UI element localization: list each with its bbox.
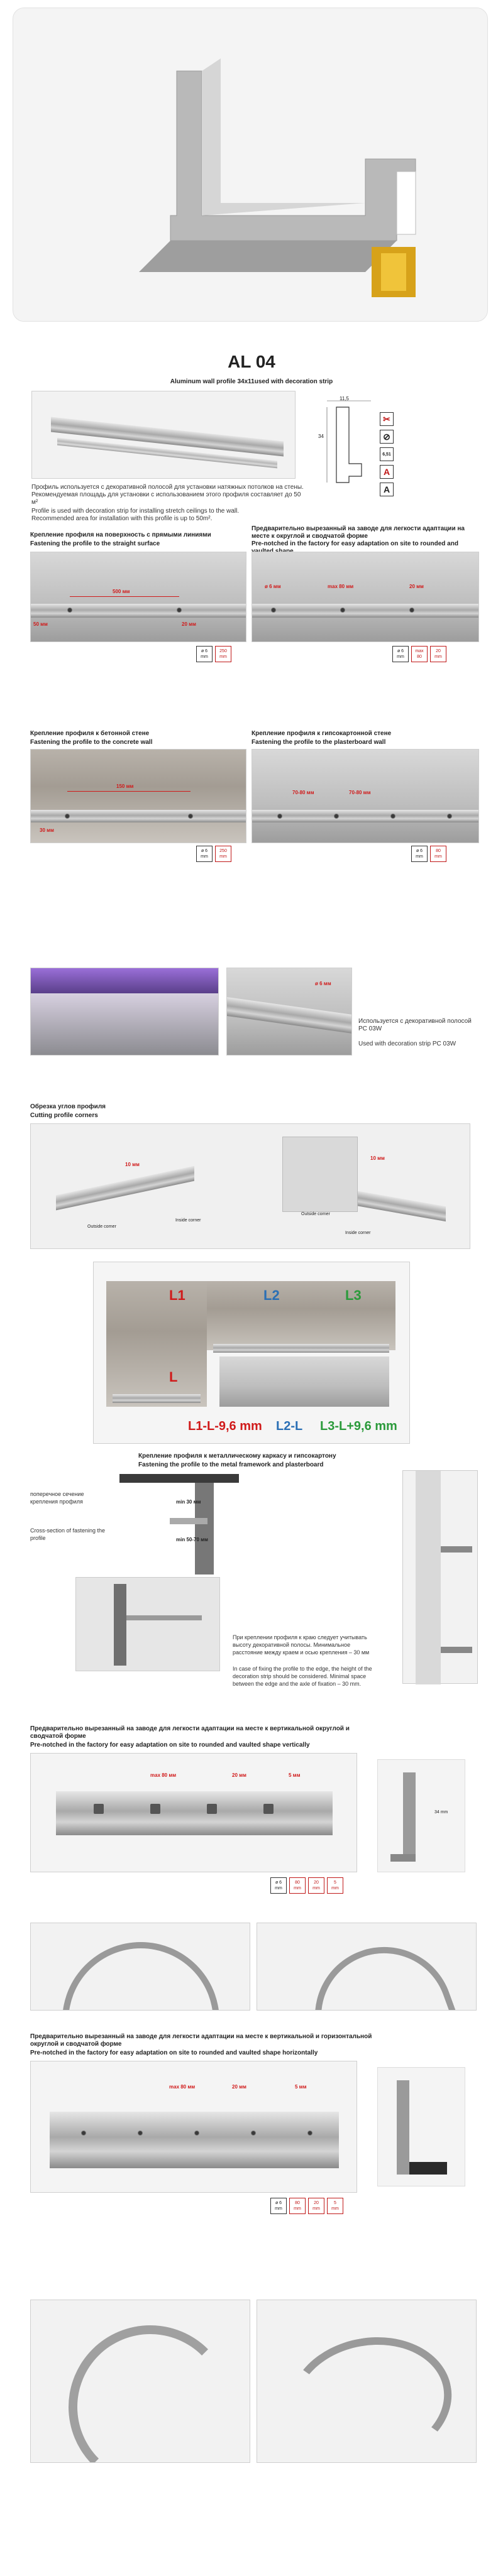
straight-heading-ru: Крепление профиля на поверхность с прямыми линиями	[30, 532, 211, 538]
tool-saw-icon: ✂	[380, 412, 394, 426]
spacing-badge: 80 mm	[289, 1877, 306, 1894]
horizontal-curve-image-2	[257, 2300, 477, 2463]
page-subtitle: Aluminum wall profile 34x11used with decoration strip	[170, 378, 333, 385]
plaster-wall-image	[252, 749, 479, 843]
metal-note-en: In case of fixing the profile to the edge, the height of the decoration strip should be considered. Minimal space between the edge and the axle of fixation – 30 mm.	[233, 1666, 372, 1687]
profile-drawing	[314, 395, 384, 489]
plaster-heading-ru: Крепление профиля к гипсокартонной стене	[252, 730, 392, 737]
label-outside-2: Outside corner	[301, 1212, 330, 1216]
label-l2: L2	[263, 1287, 280, 1303]
legend-value: 6,51	[380, 447, 394, 461]
dim-min50-70: min 50-70 мм	[176, 1537, 208, 1542]
straight-heading-en: Fastening the profile to the straight surface	[30, 540, 160, 547]
letter-a-red-icon: A	[380, 465, 394, 479]
hero-profile-render	[13, 8, 489, 322]
concrete-heading-ru: Крепление профиля к бетонной стене	[30, 730, 150, 737]
metal-heading-ru: Крепление профиля к металлическому каркасу и гипсокартону	[138, 1453, 336, 1460]
metal-note-ru: При креплении профиля к краю следует учитывать высоту декоративной полосы. Минимальное расстояние между краем и осью крепления – 30 мм	[233, 1634, 370, 1656]
screw-badge: ø 6 mm	[270, 1877, 287, 1894]
dim-50: 50 мм	[33, 621, 48, 627]
metal-cross-2	[75, 1577, 220, 1671]
spacing-badge: 80 mm	[430, 846, 446, 862]
dim-min30: min 30 мм	[176, 1499, 201, 1505]
dim-h-20: 20 мм	[232, 2084, 246, 2090]
horizontal-heading-ru: Предварительно вырезанный на заводе для легкости адаптации на месте к вертикальной и горизонтальной округлой и сводчатой форме	[30, 2033, 372, 2048]
horizontal-heading-en: Pre-notched in the factory for easy adaptation on site to rounded and vaulted shape horizontally	[30, 2049, 318, 2056]
label-l1: L1	[169, 1287, 185, 1303]
label-l: L	[169, 1369, 178, 1385]
vertical-heading-en: Pre-notched in the factory for easy adaptation on site to rounded and vaulted shape vertically	[30, 1742, 310, 1749]
vertical-heading-ru: Предварительно вырезанный на заводе для легкости адаптации на месте к вертикальной округлой и сводчатой форме	[30, 1725, 350, 1740]
formula-l3: L3-L+9,6 mm	[320, 1419, 397, 1433]
cross-section-ru: поперечное сечение крепления профиля	[30, 1491, 84, 1505]
legend-column	[380, 412, 394, 496]
dim-v-20: 20 мм	[232, 1772, 246, 1778]
corners-heading-ru: Обрезка углов профиля	[30, 1103, 106, 1110]
label-l3: L3	[345, 1287, 362, 1303]
strip-text-en: Used with decoration strip PC 03W	[358, 1040, 456, 1047]
plaster-badges	[411, 846, 446, 862]
dim-v-5: 5 мм	[289, 1772, 301, 1778]
dim-height: 34	[318, 434, 324, 439]
dim-150: 150 мм	[116, 783, 134, 789]
dim-strip-6mm: ø 6 мм	[315, 981, 331, 986]
spacing-badge: 20 mm	[308, 1877, 324, 1894]
horizontal-badges	[270, 2198, 343, 2214]
page-title: AL 04	[228, 352, 275, 371]
vertical-arch-image-1	[30, 1923, 250, 2011]
spacing-badge: 5 mm	[327, 1877, 343, 1894]
spacing-badge: 20 mm	[308, 2198, 324, 2214]
tool-screw-icon: ⊘	[380, 430, 394, 444]
plaster-heading-en: Fastening the profile to the plasterboard wall	[252, 739, 386, 746]
vertical-arch-image-2	[257, 1923, 477, 2011]
description-en-1: Profile is used with decoration strip for installing stretch ceilings to the wall.	[31, 508, 240, 515]
product-render	[31, 391, 296, 479]
dim-20mm: 20 мм	[409, 584, 424, 589]
wall-edge-drawing	[402, 1470, 478, 1684]
horizontal-profile-image	[30, 2061, 357, 2193]
prenotched-badges	[392, 646, 446, 662]
dim-width: 11,5	[340, 396, 349, 401]
label-outside-1: Outside corner	[87, 1225, 116, 1229]
ceiling-light-image	[30, 968, 219, 1056]
hero-panel	[13, 8, 488, 322]
horizontal-curve-image-1	[30, 2300, 250, 2463]
straight-wall-image	[30, 552, 246, 642]
dim-34mm: 34 mm	[434, 1810, 448, 1815]
strip-closeup-image	[226, 968, 352, 1056]
dim-500: 500 мм	[113, 589, 130, 594]
horizontal-side-drawing	[377, 2067, 465, 2186]
vertical-profile-image	[30, 1753, 357, 1872]
dim-70-80-b: 70-80 мм	[349, 790, 371, 795]
dim-h-5: 5 мм	[295, 2084, 307, 2090]
metal-section-drawing	[119, 1474, 239, 1575]
straight-badges	[196, 646, 231, 662]
screw-badge: ø 6 mm	[196, 646, 213, 662]
dim-20: 20 мм	[182, 621, 196, 627]
corners-heading-en: Cutting profile corners	[30, 1112, 98, 1119]
dim-70-80-a: 70-80 мм	[292, 790, 314, 795]
prenotched-heading-ru: Предварительно вырезанный на заводе для легкости адаптации на месте к округлой и сводчатой форме	[252, 525, 465, 540]
vertical-badges	[270, 1877, 343, 1894]
dim-h-max80: max 80 мм	[169, 2084, 196, 2090]
dim-corner-a: 10 мм	[125, 1162, 140, 1167]
dim-v-max80: max 80 мм	[150, 1772, 177, 1778]
screw-badge: ø 6 mm	[196, 846, 213, 862]
dim-6mm: ø 6 мм	[265, 584, 281, 589]
prenotched-wall-image	[252, 552, 479, 642]
corner-room-image	[93, 1262, 410, 1444]
description-en-2: Recommended area for installation with this profile is up to 50m².	[31, 515, 213, 522]
concrete-badges	[196, 846, 231, 862]
corners-image	[30, 1123, 470, 1249]
label-inside-2: Inside corner	[345, 1231, 371, 1235]
concrete-wall-image	[30, 749, 246, 843]
spacing-badge: 20 mm	[430, 646, 446, 662]
prenotched-heading-en: Pre-notched in the factory for easy adaptation on site to rounded and	[252, 540, 458, 547]
metal-heading-en: Fastening the profile to the metal framework and plasterboard	[138, 1461, 324, 1468]
strip-text-ru: Используется с декоративной полосой PC 03W	[358, 1018, 472, 1032]
dim-max80: max 80 мм	[328, 584, 354, 589]
formula-l1: L1-L-9,6 mm	[188, 1419, 262, 1433]
formula-l2: L2-L	[276, 1419, 303, 1433]
spacing-badge: 5 mm	[327, 2198, 343, 2214]
screw-badge: ø 6 mm	[411, 846, 428, 862]
cross-section-en: Cross-section of fastening the profile	[30, 1527, 106, 1541]
concrete-heading-en: Fastening the profile to the concrete wall	[30, 739, 153, 746]
description-ru: Профиль используется с декоративной полосой для установки натяжных потолков на стены. Рекомендуемая площадь для установки с использованием этого профиля составляет до 50 м²	[31, 484, 304, 506]
screw-badge: ø 6 mm	[270, 2198, 287, 2214]
letter-a-icon: A	[380, 483, 394, 496]
spacing-badge: 250 mm	[215, 846, 231, 862]
label-inside-1: Inside corner	[175, 1218, 201, 1223]
spacing-badge: max 80	[411, 646, 428, 662]
spacing-badge: 80 mm	[289, 2198, 306, 2214]
spacing-badge: 250 mm	[215, 646, 231, 662]
screw-badge: ø 6 mm	[392, 646, 409, 662]
dim-corner-b: 10 мм	[370, 1155, 385, 1161]
dim-30: 30 мм	[40, 827, 54, 833]
vertical-side-drawing	[377, 1759, 465, 1872]
